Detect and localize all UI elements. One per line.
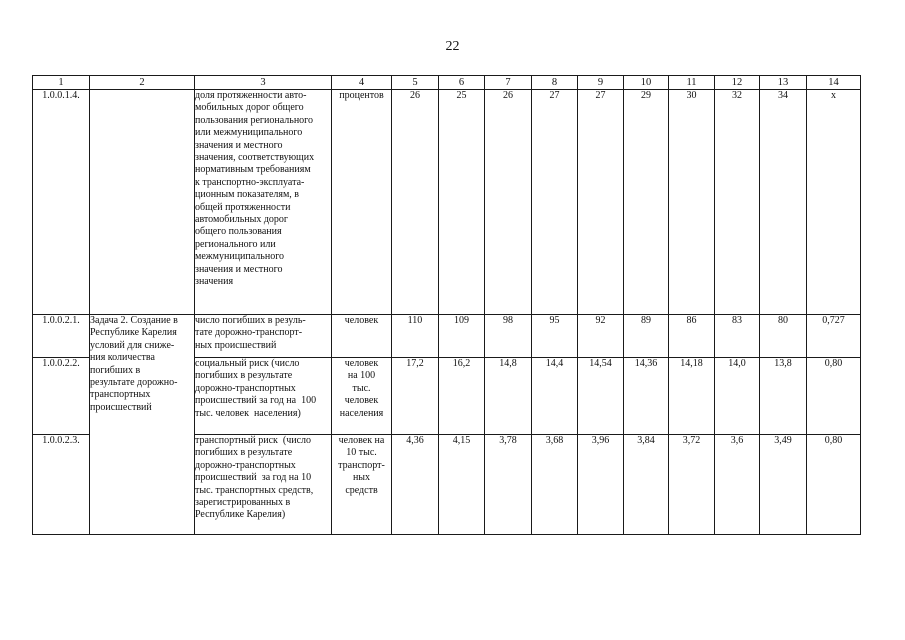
indicator-line: социальный риск (число	[195, 358, 300, 369]
task-line: погибших в	[90, 364, 141, 376]
indicator-line: общей протяженности	[195, 201, 291, 213]
indicator-line: значения и местного	[195, 139, 283, 151]
value-cell: 98	[485, 315, 532, 358]
indicator-line: или межмуниципального	[195, 127, 303, 139]
header-row	[33, 76, 861, 90]
table-row	[33, 90, 861, 315]
value-cell: 27	[578, 90, 624, 315]
value-cell: 30	[669, 90, 715, 315]
value-cell: 14,18	[669, 358, 715, 435]
value-cell: 110	[392, 315, 439, 358]
unit-line: на 100	[347, 370, 376, 382]
value-cell: 3,96	[578, 435, 624, 535]
unit-line: средств	[345, 484, 378, 496]
indicators-table	[32, 75, 861, 535]
header-cell: 2	[90, 76, 195, 90]
indicator-line: ных происшествий	[195, 339, 277, 351]
value-cell: 14,0	[715, 358, 760, 435]
task-line: условий для сниже-	[90, 339, 175, 351]
row-code-cell	[33, 315, 90, 358]
task-line: Республике Карелия	[90, 327, 177, 339]
unit-cell	[332, 315, 392, 358]
header-cell: 8	[532, 76, 578, 90]
indicator-line: погибших в результате	[195, 370, 293, 382]
unit-line: человек	[344, 395, 379, 407]
task-line: ния количества	[90, 352, 155, 364]
value-cell: 92	[578, 315, 624, 358]
indicator-line: тате дорожно-транспорт-	[195, 327, 303, 339]
unit-line: транспорт-	[338, 459, 385, 471]
indicator-cell	[195, 90, 332, 315]
indicator-line: погибших в результате	[195, 447, 293, 459]
value-cell: 14,54	[578, 358, 624, 435]
indicator-line: дорожно-транспортных	[195, 459, 296, 471]
unit-cell	[332, 358, 392, 435]
value-cell: 3,6	[715, 435, 760, 535]
value-cell: 3,78	[485, 435, 532, 535]
unit-line: тыс.	[352, 382, 371, 394]
indicator-line: происшествий за год на 100	[195, 395, 317, 407]
unit-line: 10 тыс.	[346, 447, 377, 459]
indicator-line: ционным показателям, в	[195, 189, 300, 201]
value-cell: 14,8	[485, 358, 532, 435]
indicator-line: межмуниципального	[195, 251, 285, 263]
indicator-line: тыс. человек населения)	[195, 407, 301, 419]
value-cell: 3,84	[624, 435, 669, 535]
value-cell: 17,2	[392, 358, 439, 435]
indicator-line: дорожно-транспортных	[195, 382, 296, 394]
row-code-cell	[33, 358, 90, 435]
unit-line: процентов	[339, 90, 384, 101]
header-cell: 4	[332, 76, 392, 90]
value-cell: 4,36	[392, 435, 439, 535]
unit-line: ных	[352, 472, 371, 484]
indicator-line: значения	[195, 276, 234, 288]
header-cell: 12	[715, 76, 760, 90]
value-cell: 0,727	[807, 315, 861, 358]
unit-line: человек на	[338, 435, 385, 446]
value-cell: 3,72	[669, 435, 715, 535]
header-cell: 10	[624, 76, 669, 90]
indicator-line: значения, соответствующих	[195, 152, 315, 164]
indicator-line: нормативным требованиям	[195, 164, 311, 176]
page-number: 22	[445, 39, 460, 54]
header-cell: 11	[669, 76, 715, 90]
indicator-line: число погибших в резуль-	[195, 315, 306, 326]
value-cell: 14,36	[624, 358, 669, 435]
value-cell: 80	[760, 315, 807, 358]
unit-line: человек	[344, 358, 379, 369]
value-cell: 89	[624, 315, 669, 358]
unit-line: человек	[344, 315, 379, 326]
header-cell: 14	[807, 76, 861, 90]
indicator-line: доля протяженности авто-	[195, 90, 307, 101]
value-cell: х	[807, 90, 861, 315]
indicator-line: тыс. транспортных средств,	[195, 484, 314, 496]
row-code-cell	[33, 435, 90, 535]
value-cell: 0,80	[807, 358, 861, 435]
row-code-cell	[33, 90, 90, 315]
unit-cell	[332, 435, 392, 535]
indicator-line: Республике Карелия)	[195, 509, 286, 521]
indicator-line: значения и местного	[195, 263, 283, 275]
value-cell: 109	[439, 315, 485, 358]
indicator-line: мобильных дорог общего	[195, 102, 304, 114]
task-line: Задача 2. Создание в	[90, 315, 178, 326]
row-code: 1.0.0.2.3.	[42, 435, 80, 446]
indicator-line: автомобильных дорог	[195, 214, 289, 226]
header-cell: 1	[33, 76, 90, 90]
indicator-cell	[195, 435, 332, 535]
unit-line: населения	[339, 407, 384, 419]
value-cell: 16,2	[439, 358, 485, 435]
task-cell	[90, 315, 195, 535]
indicator-line: к транспортно-эксплуата-	[195, 176, 305, 188]
header-cell: 7	[485, 76, 532, 90]
indicator-line: пользования регионального	[195, 114, 314, 126]
value-cell: 3,68	[532, 435, 578, 535]
value-cell: 3,49	[760, 435, 807, 535]
indicator-line: зарегистрированных в	[195, 497, 291, 509]
header-cell: 3	[195, 76, 332, 90]
task-line: результате дорожно-	[90, 377, 178, 389]
header-cell: 5	[392, 76, 439, 90]
value-cell: 13,8	[760, 358, 807, 435]
task-line: транспортных	[90, 389, 151, 401]
value-cell: 34	[760, 90, 807, 315]
task-line: происшествий	[90, 401, 152, 413]
table-row	[33, 315, 861, 358]
indicator-cell	[195, 358, 332, 435]
value-cell: 25	[439, 90, 485, 315]
task-cell	[90, 90, 195, 315]
row-code: 1.0.0.2.1.	[42, 315, 80, 326]
value-cell: 27	[532, 90, 578, 315]
value-cell: 26	[485, 90, 532, 315]
value-cell: 32	[715, 90, 760, 315]
header-cell: 13	[760, 76, 807, 90]
row-code: 1.0.0.2.2.	[42, 358, 80, 369]
value-cell: 29	[624, 90, 669, 315]
value-cell: 0,80	[807, 435, 861, 535]
indicator-cell	[195, 315, 332, 358]
indicator-line: происшествий за год на 10	[195, 472, 312, 484]
indicator-line: транспортный риск (число	[195, 435, 312, 446]
indicator-line: регионального или	[195, 238, 276, 250]
header-cell: 9	[578, 76, 624, 90]
value-cell: 4,15	[439, 435, 485, 535]
value-cell: 14,4	[532, 358, 578, 435]
value-cell: 86	[669, 315, 715, 358]
indicator-line: общего пользования	[195, 226, 282, 238]
value-cell: 83	[715, 315, 760, 358]
header-cell: 6	[439, 76, 485, 90]
unit-cell	[332, 90, 392, 315]
value-cell: 26	[392, 90, 439, 315]
row-code: 1.0.0.1.4.	[42, 90, 80, 101]
value-cell: 95	[532, 315, 578, 358]
